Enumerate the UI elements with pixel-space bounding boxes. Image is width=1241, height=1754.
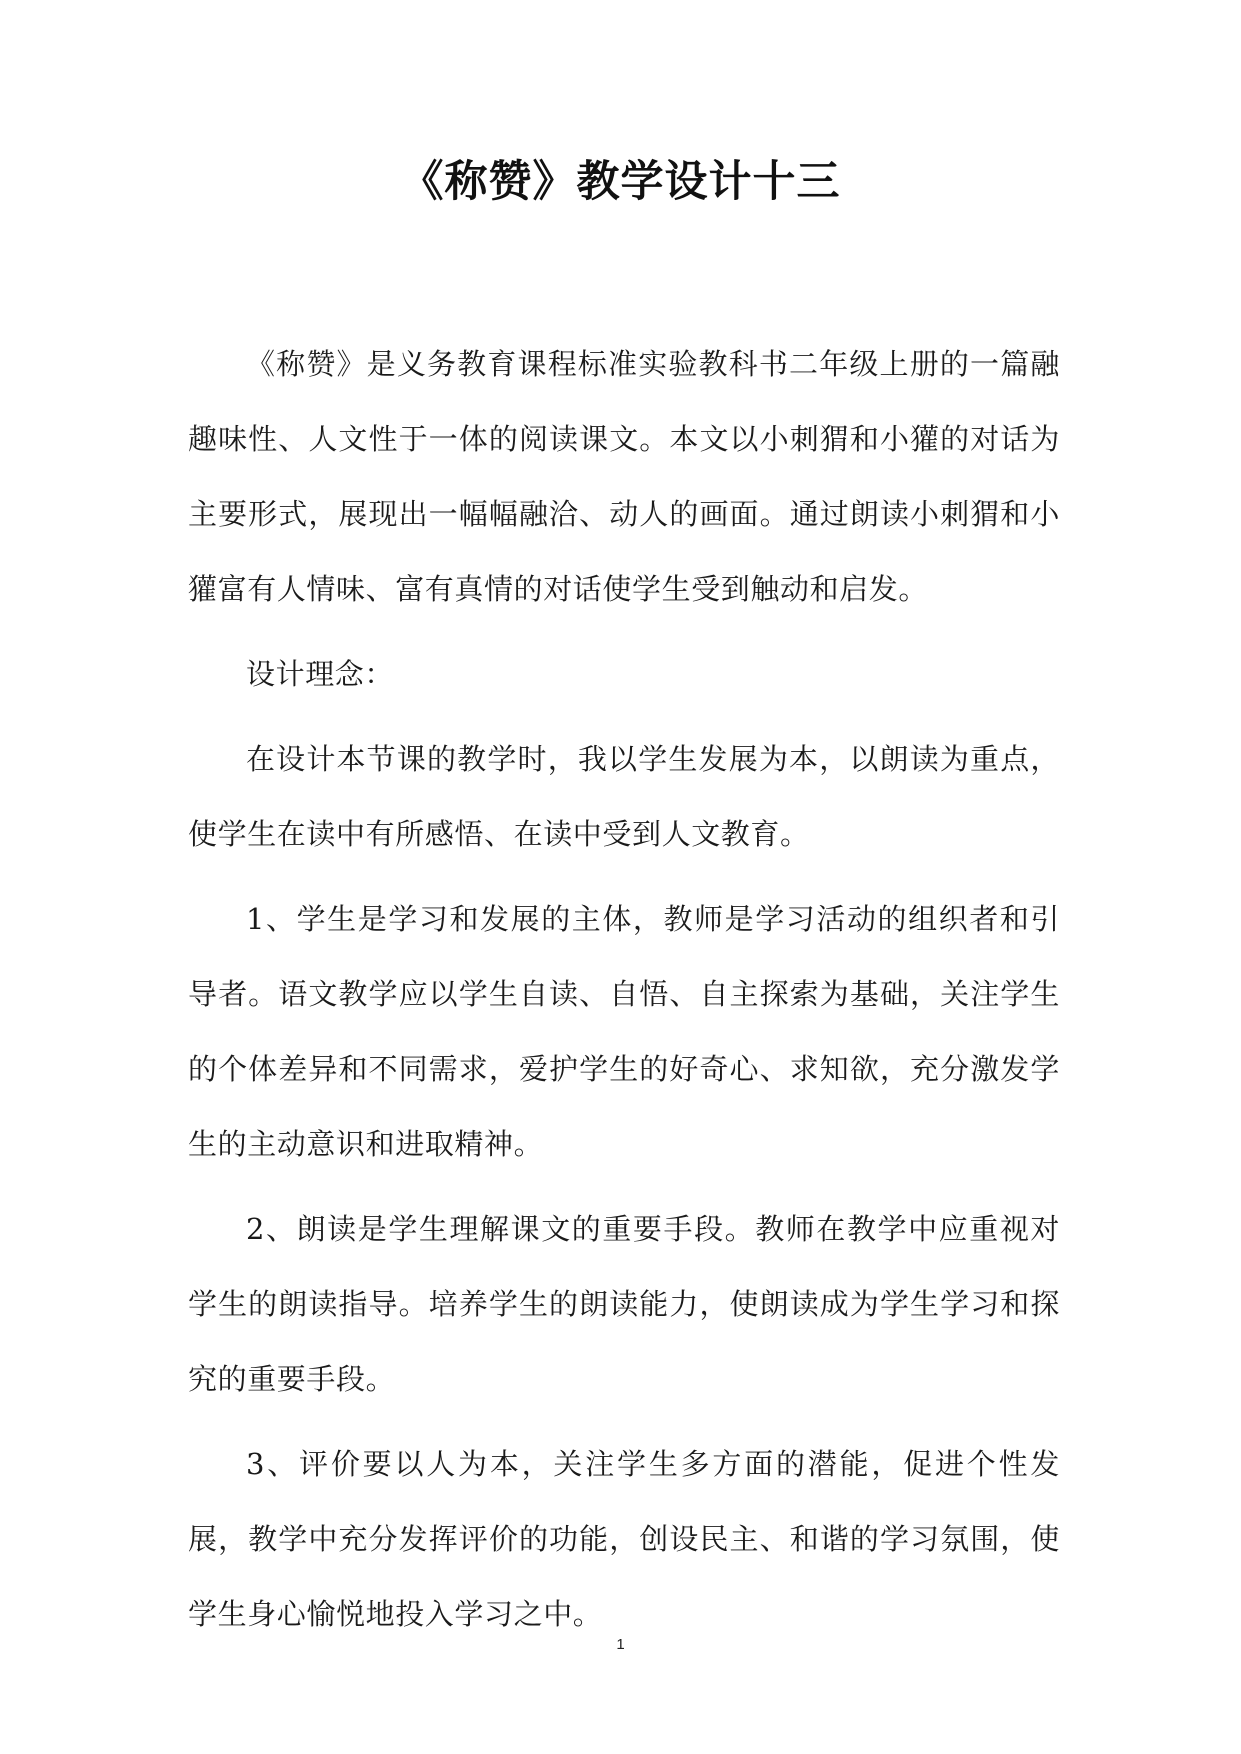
paragraph-intro: 《称赞》是义务教育课程标准实验教科书二年级上册的一篇融趣味性、人文性于一体的阅读课文。本文以小刺猬和小獾的对话为主要形式，展现出一幅幅融洽、动人的画面。通过朗读小刺猬和小獾富有人情味、富有真情的对话使学生受到触动和启发。 <box>188 347 1060 606</box>
page-number: 1 <box>616 1636 625 1653</box>
document-title: 《称赞》教学设计十三 <box>400 157 841 207</box>
paragraph-point-3: 3、评价要以人为本，关注学生多方面的潜能，促进个性发展，教学中充分发挥评价的功能，创设民主、和谐的学习氛围，使学生身心愉悦地投入学习之中。 <box>188 1447 1060 1631</box>
paragraph-point-2: 2、朗读是学生理解课文的重要手段。教师在教学中应重视对学生的朗读指导。培养学生的朗读能力，使朗读成为学生学习和探究的重要手段。 <box>188 1212 1060 1396</box>
paragraph-point-1: 1、学生是学习和发展的主体，教师是学习活动的组织者和引导者。语文教学应以学生自读、自悟、自主探索为基础，关注学生的个体差异和不同需求，爱护学生的好奇心、求知欲，充分激发学生的主动意识和进取精神。 <box>188 902 1060 1161</box>
paragraph-design-summary: 在设计本节课的教学时，我以学生发展为本，以朗读为重点，使学生在读中有所感悟、在读中受到人文教育。 <box>188 742 1060 851</box>
document-body <box>188 327 1060 1662</box>
paragraph-design-heading: 设计理念： <box>246 657 395 691</box>
